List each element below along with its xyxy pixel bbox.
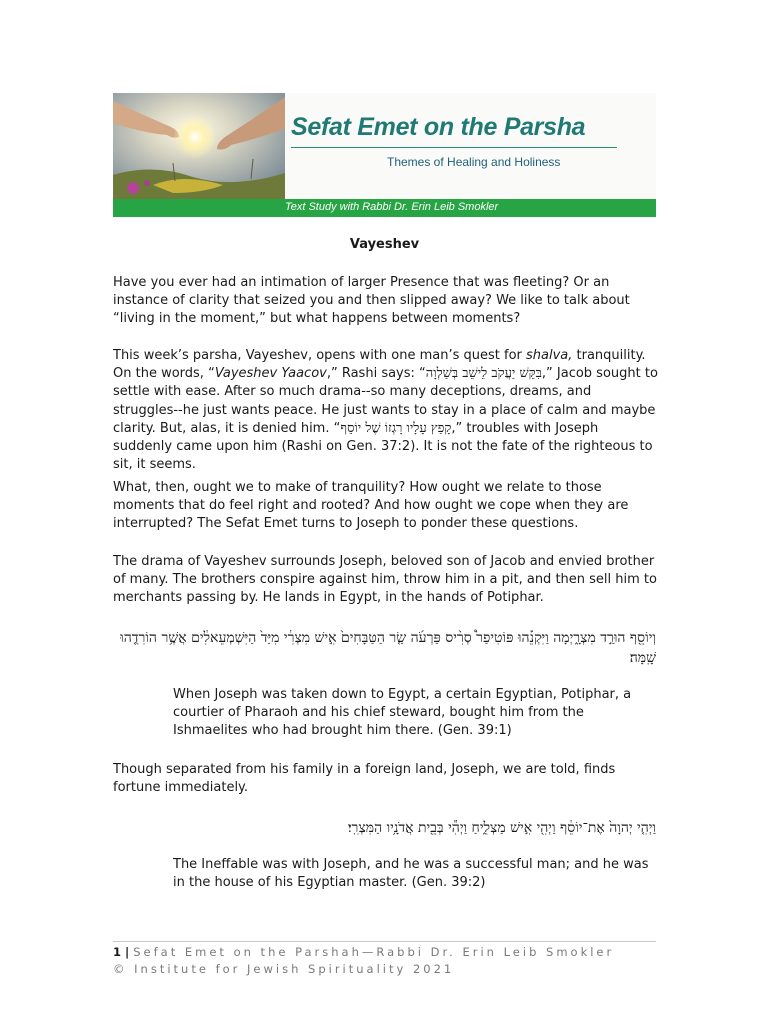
text-run: ,” Rashi says: “ (326, 366, 426, 382)
text-run: ,” troubles with Joseph suddenly came upon him (Rashi on Gen. 37:2). It is not the fate of the righteous to sit, it seems. (113, 420, 653, 473)
footer-divider (113, 941, 656, 942)
hebrew-joseph-quote: קָפַץ עָלָיו רָגְזוֹ שֶׁל יוֹסֵף (340, 420, 452, 436)
banner-divider (291, 147, 617, 148)
footer-series-title: Sefat Emet on the Parshah—Rabbi Dr. Erin Leib Smokler (133, 945, 615, 959)
italic-vayeshev-yaacov: Vayeshev Yaacov (214, 366, 327, 382)
paragraph-vayeshev (113, 347, 658, 474)
hebrew-rashi-quote: בִּקֵּשׁ יַעֲקֹב לֵישֵׁב בְּשַׁלְוָה (425, 366, 542, 382)
banner-strip (113, 199, 656, 217)
banner-title: Sefat Emet on the Parsha (291, 113, 586, 141)
paragraph-fortune: Though separated from his family in a foreign land, Joseph, we are told, finds fortune immediately. (113, 762, 616, 796)
document-title: Vayeshev (349, 237, 420, 252)
text-run: ,” Jacob sought to settle with ease. After so much drama--so many deceptions, dreams, and struggles--he just wants peace. He just wants to stay in a place of calm and maybe clarity. But, alas, it is denied him. “ (113, 366, 658, 436)
page-separator: | (121, 945, 134, 959)
banner-strip-text: Text Study with Rabbi Dr. Erin Leib Smokler (285, 201, 499, 213)
footer-line-1 (113, 945, 614, 959)
footer-line-2: © Institute for Jewish Spirituality 2021 (113, 962, 455, 976)
hands-photo (113, 93, 285, 199)
hebrew-verse-gen-39-1: וְיוֹסֵ֖ף הוּרַ֣ד מִצְרָ֑יְמָה וַיִּקְנֵ֡הוּ פּוֹטִיפַר֩ סְרִ֨יס פַּרְעֹ֜ה שַׂ֤ר הַטַּבָּחִים֙ אִ֣ישׁ מִצְרִ֔י מִיַּד֙ הַיִּשְׁמְעֵאלִ֔ים אֲשֶׁ֥ר הוֹרִדֻ֖הוּ שָֽׁמָּה׃ (120, 630, 656, 666)
paragraph-drama: The drama of Vayeshev surrounds Joseph, beloved son of Jacob and envied brother of many. The brothers conspire against him, throw him in a pit, and then sell him to merchants passing by. He lands in Egypt, in the hands of Potiphar. (113, 554, 657, 606)
header-banner (113, 93, 656, 217)
italic-shalva: shalva, (526, 348, 573, 363)
translation-gen-39-2: The Ineffable was with Joseph, and he was a successful man; and he was in the house of his Egyptian master. (Gen. 39:2) (173, 857, 649, 891)
hebrew-verse-gen-39-2: וַיְהִ֤י יְהוָה֙ אֶת־יוֹסֵ֔ף וַיְהִ֖י אִ֣ישׁ מַצְלִ֑יחַ וַיְהִ֕י בְּבֵ֖ית אֲדֹנָ֥יו הַמִּצְרִֽי׃ (347, 820, 656, 836)
translation-gen-39-1: When Joseph was taken down to Egypt, a certain Egyptian, Potiphar, a courtier of Pharaoh and his chief steward, bought him from the Ishmaelites who had brought him there. (Gen. 39:1) (173, 687, 632, 739)
page-number: 1 (113, 945, 122, 959)
text-run: tranquility. On the words, “ (113, 348, 646, 382)
paragraph-intro: Have you ever had an intimation of larger Presence that was fleeting? Or an instance of clarity that seized you and then slipped away? We like to talk about “living in the moment,” but what happens between moments? (113, 275, 630, 327)
banner-subtitle: Themes of Healing and Holiness (387, 155, 561, 169)
text-run: This week’s parsha, Vayeshev, opens with one man’s quest for (113, 348, 526, 363)
paragraph-tranquility: What, then, ought we to make of tranquility? How ought we relate to those moments that do feel right and rooted? And how ought we cope when they are interrupted? The Sefat Emet turns to Joseph to ponder these questions. (113, 480, 629, 532)
